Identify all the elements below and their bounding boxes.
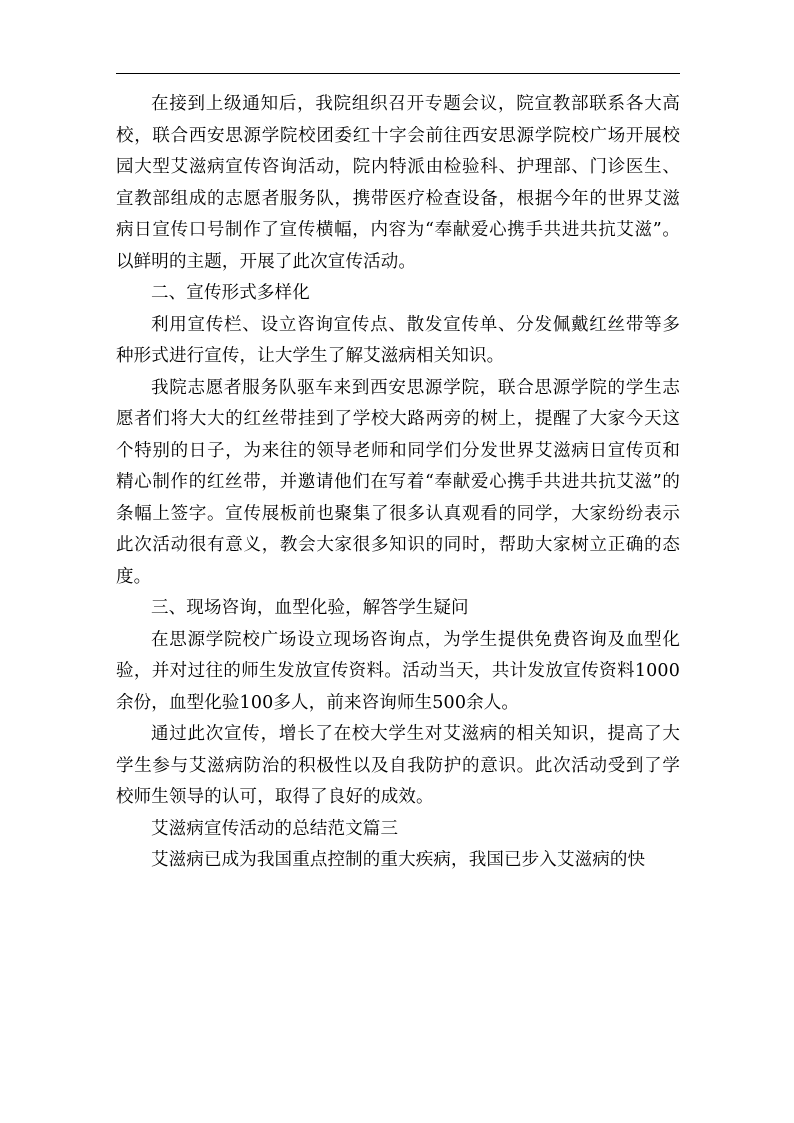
- paragraph-article-3-start: 艾滋病已成为我国重点控制的重大疾病，我国已步入艾滋病的快: [151, 850, 646, 870]
- header-rule: [116, 73, 680, 74]
- section-heading-2: 二、宣传形式多样化: [151, 283, 310, 303]
- paragraph-forms: 利用宣传栏、设立咨询宣传点、散发宣传单、分发佩戴红丝带等多种形式进行宣传，让大学生了解艾滋病相关知识。: [116, 314, 680, 366]
- document-body: [116, 89, 680, 877]
- paragraph-intro: 在接到上级通知后，我院组织召开专题会议，院宣教部联系各大高校，联合西安思源学院校团委红十字会前往西安思源学院校广场开展校园大型艾滋病宣传咨询活动，院内特派由检验科、护理部、门诊医生、宣教部组成的志愿者服务队，携带医疗检查设备，根据今年的世界艾滋病日宣传口号制作了宣传横幅，内容为“奉献爱心携手共进共抗艾滋”。以鲜明的主题，开展了此次宣传活动。: [116, 94, 680, 272]
- section-heading-3: 三、现场咨询，血型化验，解答学生疑问: [151, 598, 469, 618]
- article-title-3: 艾滋病宣传活动的总结范文篇三: [151, 818, 399, 839]
- paragraph-summary: 通过此次宣传，增长了在校大学生对艾滋病的相关知识，提高了大学生参与艾滋病防治的积极性以及自我防护的意识。此次活动受到了学校师生领导的认可，取得了良好的成效。: [116, 724, 680, 807]
- paragraph-volunteers: 我院志愿者服务队驱车来到西安思源学院，联合思源学院的学生志愿者们将大大的红丝带挂到了学校大路两旁的树上，提醒了大家今天这个特别的日子，为来往的领导老师和同学们分发世界艾滋病日宣传页和精心制作的红丝带，并邀请他们在写着“奉献爱心携手共进共抗艾滋”的条幅上签字。宣传展板前也聚集了很多认真观看的同学，大家纷纷表示此次活动很有意义，教会大家很多知识的同时，帮助大家树立正确的态度。: [116, 377, 680, 587]
- paragraph-consultation: 在思源学院校广场设立现场咨询点，为学生提供免费咨询及血型化验，并对过往的师生发放宣传资料。活动当天，共计发放宣传资料1000余份，血型化验100多人，前来咨询师生500余人。: [116, 629, 680, 713]
